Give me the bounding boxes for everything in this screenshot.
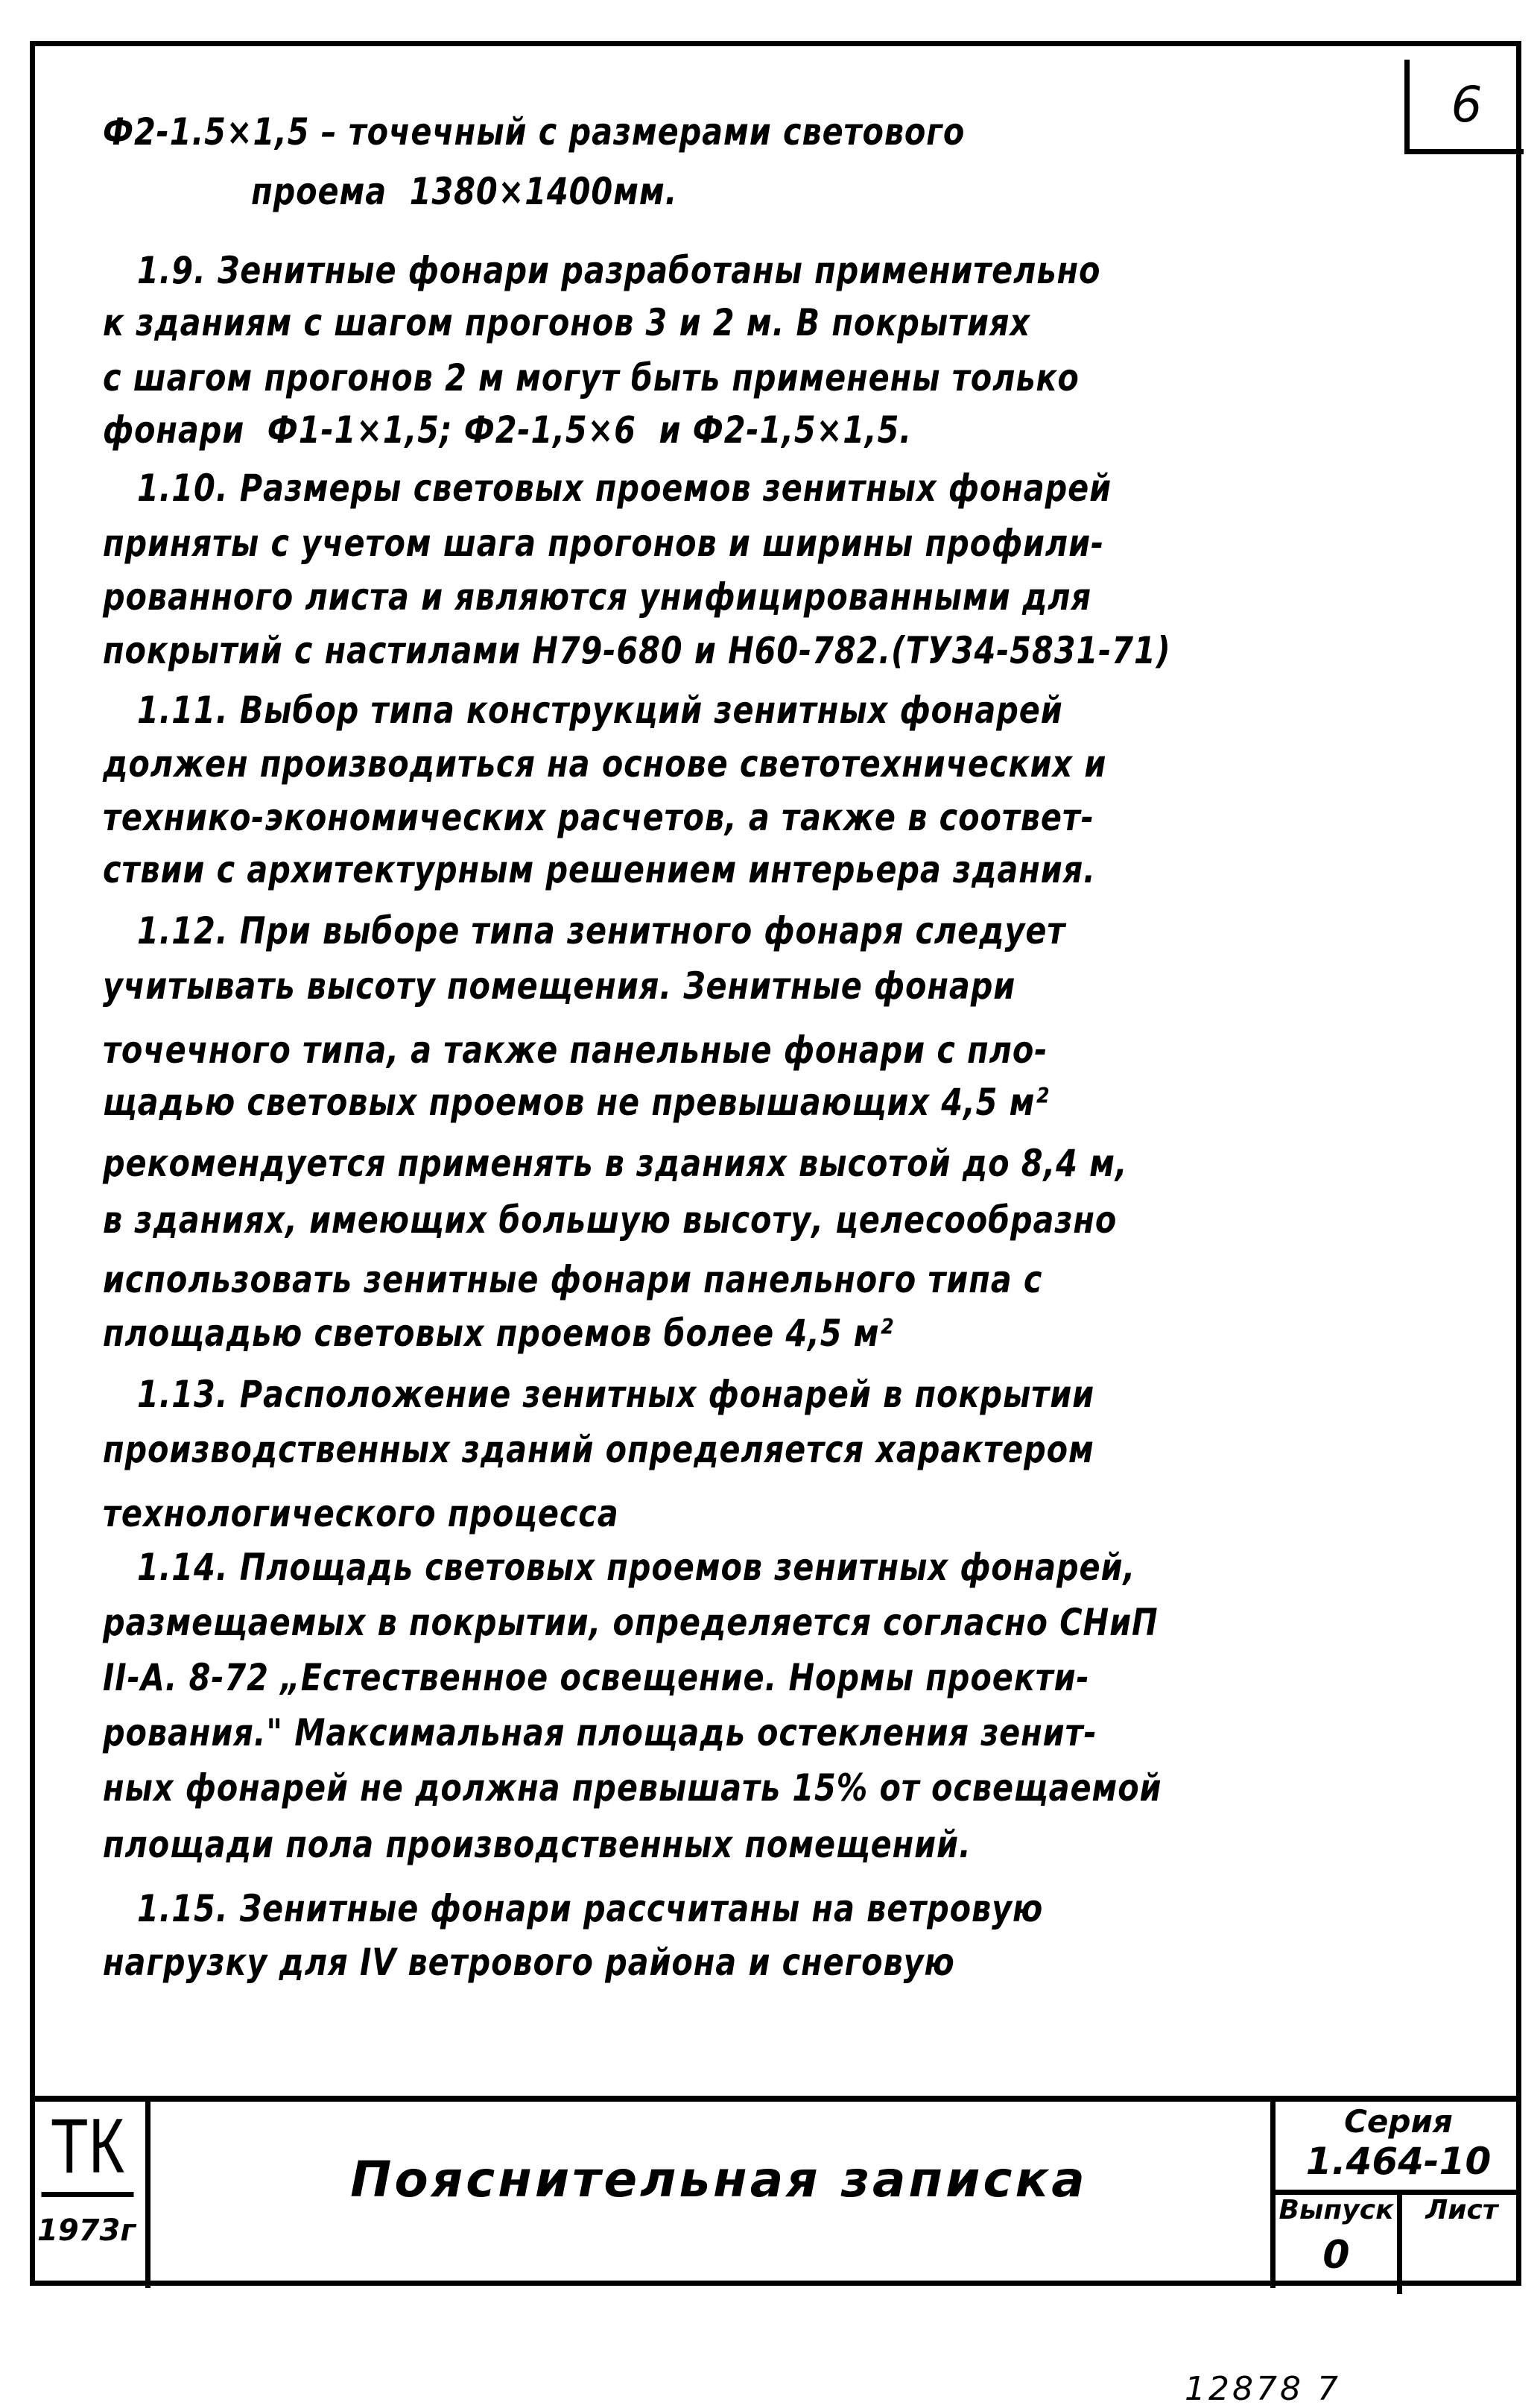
document-title: Пояснительная записка bbox=[350, 2151, 1088, 2208]
issue-label: Выпуск bbox=[1278, 2195, 1394, 2225]
text-line: размещаемых в покрытии, определяется согласно СНиП bbox=[103, 1601, 1159, 1644]
text-line: технологического процесса bbox=[103, 1492, 619, 1535]
text-line: с шагом прогонов 2 м могут быть применены только bbox=[103, 356, 1080, 399]
text-line: в зданиях, имеющих большую высоту, целесообразно bbox=[103, 1198, 1118, 1242]
sheet-label: Лист bbox=[1425, 2195, 1498, 2225]
title-block-org-column bbox=[30, 2102, 150, 2288]
text-line: учитывать высоту помещения. Зенитные фонари bbox=[103, 964, 1016, 1008]
text-line: 1.12. При выборе типа зенитного фонаря следует bbox=[103, 909, 1066, 952]
title-block bbox=[30, 2096, 1521, 2288]
text-line: должен производиться на основе светотехнических и bbox=[103, 742, 1107, 786]
series-cell bbox=[1276, 2102, 1521, 2195]
text-line: использовать зенитные фонари панельного типа с bbox=[103, 1258, 1043, 1301]
text-line: рованного листа и являются унифицированными для bbox=[103, 575, 1092, 619]
text-line: площади пола производственных помещений. bbox=[103, 1823, 972, 1866]
text-line: фонари Ф1-1×1,5; Ф2-1,5×6 и Ф2-1,5×1,5. bbox=[103, 408, 912, 452]
series-value: 1.464-10 bbox=[1305, 2140, 1492, 2183]
org-mark: ТК bbox=[42, 2102, 134, 2197]
text-line: II-А. 8-72 „Естественное освещение. Нормы проекти- bbox=[103, 1656, 1090, 1699]
page-number-box bbox=[1404, 60, 1524, 154]
issue-value: 0 bbox=[1322, 2233, 1350, 2278]
page-number: 6 bbox=[1451, 75, 1483, 133]
text-line: 1.14. Площадь световых проемов зенитных фонарей, bbox=[103, 1546, 1136, 1589]
text-line: приняты с учетом шага прогонов и ширины профили- bbox=[103, 522, 1105, 565]
document-year: 1973г bbox=[37, 2213, 136, 2248]
text-line: рования." Максимальная площадь остекления зенит- bbox=[103, 1711, 1097, 1754]
text-line: Ф2-1.5×1,5 – точечный с размерами светового bbox=[103, 110, 966, 154]
text-line: точечного типа, а также панельные фонари с пло- bbox=[103, 1028, 1048, 1072]
text-line: площадью световых проемов более 4,5 м² bbox=[103, 1312, 894, 1355]
text-line: к зданиям с шагом прогонов 3 и 2 м. В покрытиях bbox=[103, 301, 1031, 344]
text-line: покрытий с настилами Н79-680 и Н60-782.(ТУ34-5831-71) bbox=[103, 629, 1171, 672]
text-line: производственных зданий определяется характером bbox=[103, 1428, 1094, 1471]
text-line: 1.15. Зенитные фонари рассчитаны на ветровую bbox=[103, 1887, 1044, 1930]
text-line: нагрузку для IV ветрового района и снеговую bbox=[103, 1941, 955, 1984]
text-line: технико-экономических расчетов, а также в соответ- bbox=[103, 796, 1094, 839]
text-line: проема 1380×1400мм. bbox=[103, 170, 678, 213]
text-line: щадью световых проемов не превышающих 4,5 м² bbox=[103, 1081, 1050, 1124]
title-block-info-column bbox=[1270, 2102, 1521, 2288]
text-line: ствии с архитектурным решением интерьера здания. bbox=[103, 848, 1096, 891]
text-line: ных фонарей не должна превышать 15% от освещаемой bbox=[103, 1766, 1162, 1810]
issue-cell bbox=[1276, 2195, 1402, 2294]
text-line: 1.13. Расположение зенитных фонарей в покрытии bbox=[103, 1373, 1095, 1416]
text-line: 1.10. Размеры световых проемов зенитных фонарей bbox=[103, 467, 1112, 510]
archive-number: 12878 7 bbox=[1185, 2370, 1341, 2408]
series-label: Серия bbox=[1344, 2103, 1453, 2140]
text-line: рекомендуется применять в зданиях высотой до 8,4 м, bbox=[103, 1142, 1128, 1185]
text-line: 1.11. Выбор типа конструкций зенитных фонарей bbox=[103, 689, 1063, 732]
sheet-cell bbox=[1402, 2195, 1521, 2294]
text-line: 1.9. Зенитные фонари разработаны применительно bbox=[103, 249, 1101, 292]
